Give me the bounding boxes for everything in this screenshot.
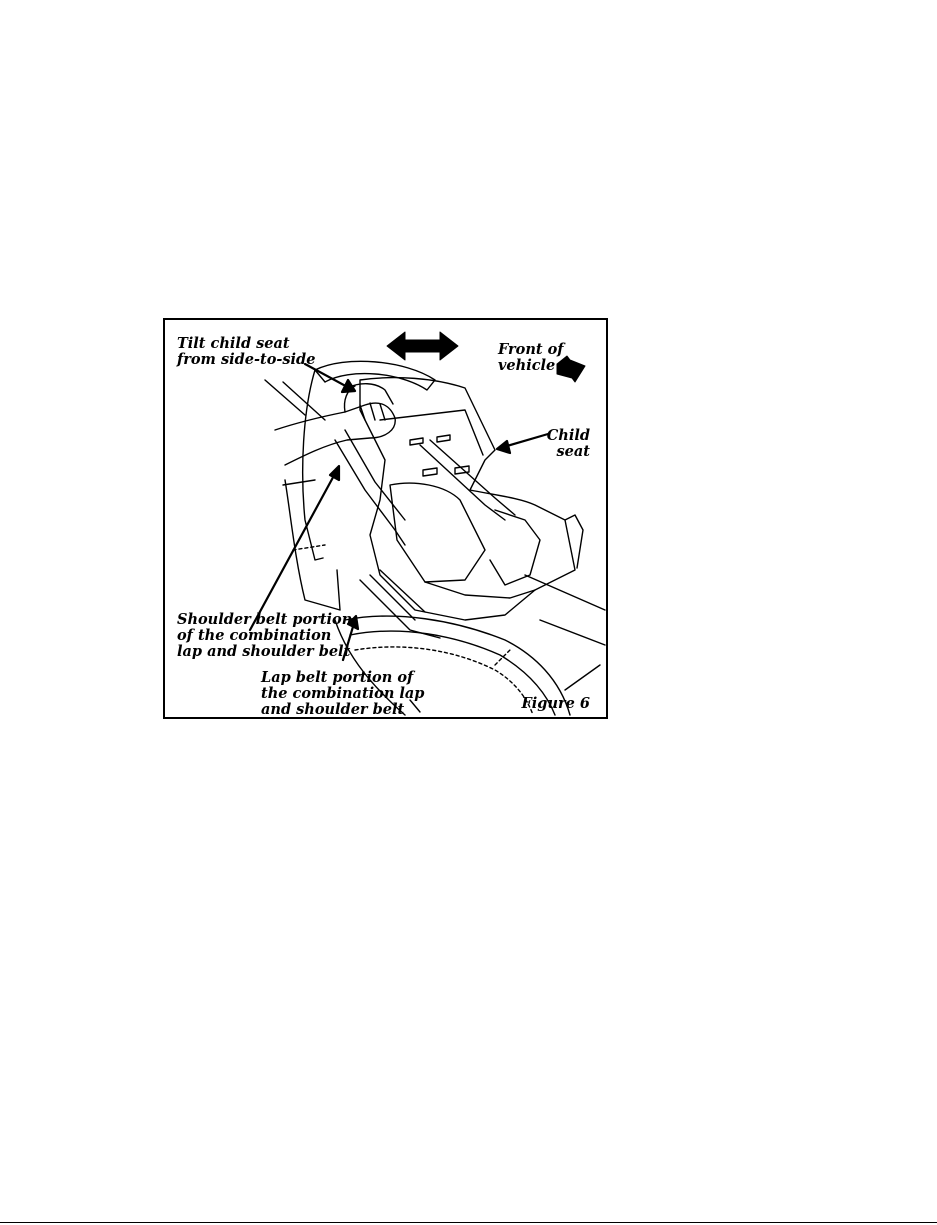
vehicle-seat-back <box>265 361 435 610</box>
side-to-side-arrow-icon <box>387 332 458 360</box>
figure-6-frame <box>163 318 608 719</box>
shoulder-belt <box>335 430 515 545</box>
lap-belt-callout: Lap belt portion of the combination lap and shoulder belt <box>261 669 425 718</box>
page-bottom-rule <box>0 1222 937 1223</box>
front-of-vehicle-callout: Front of vehicle <box>498 341 564 374</box>
tilt-callout: Tilt child seat from side-to-side <box>177 335 316 368</box>
child-seat-callout: Child seat <box>546 427 590 460</box>
lap-belt <box>360 570 440 638</box>
arm-and-hand <box>275 384 395 465</box>
shoulder-belt-callout: Shoulder belt portion of the combination lap and shoulder belt <box>177 611 353 660</box>
figure-caption: Figure 6 <box>521 695 590 712</box>
